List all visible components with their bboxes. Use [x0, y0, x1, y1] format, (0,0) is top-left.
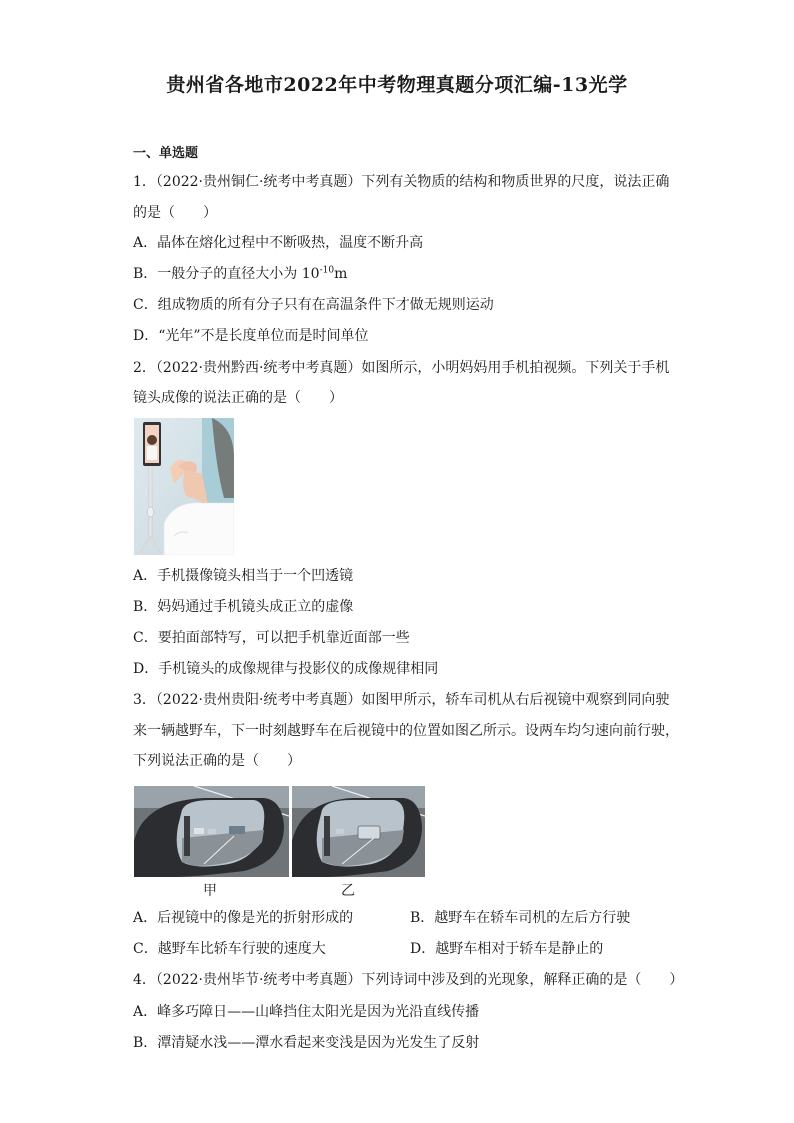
- q4-option-b: B．潭清疑水浅——潭水看起来变浅是因为光发生了反射: [133, 1035, 480, 1051]
- page-title: 贵州省各地市2022年中考物理真题分项汇编-13光学: [166, 74, 628, 96]
- caption-jia: 甲: [203, 883, 217, 899]
- q1-option-d: D．“光年”不是长度单位而是时间单位: [133, 328, 369, 344]
- q3-stem-line2: 来一辆越野车，下一时刻越野车在后视镜中的位置如图乙所示。设两车均匀速向前行驶，: [133, 723, 679, 739]
- phone-video-photo: [134, 418, 234, 555]
- q3-stem-line1: 3．（2022·贵州贵阳·统考中考真题）如图甲所示，轿车司机从右后视镜中观察到同向驶: [133, 692, 670, 708]
- mirror-photo-yi: [292, 786, 425, 877]
- q3-option-c: C．越野车比轿车行驶的速度大: [133, 941, 326, 957]
- q3-stem-line3: 下列说法正确的是（ ）: [133, 753, 301, 769]
- q2-option-d: D．手机镜头的成像规律与投影仪的成像规律相同: [133, 661, 439, 677]
- q2-stem-line2: 镜头成像的说法正确的是（ ）: [133, 390, 343, 406]
- q1-option-b: [133, 264, 347, 284]
- q1-option-b-unit: m: [334, 266, 348, 282]
- q3-option-a: A．后视镜中的像是光的折射形成的: [133, 910, 354, 926]
- q1-option-b-text: B．一般分子的直径大小为 10: [133, 266, 320, 282]
- q4-option-a: A．峰多巧障日——山峰挡住太阳光是因为光沿直线传播: [133, 1004, 480, 1020]
- caption-yi: 乙: [341, 883, 355, 899]
- q1-option-c: C．组成物质的所有分子只有在高温条件下才做无规则运动: [133, 297, 494, 313]
- q3-option-b: B．越野车在轿车司机的左后方行驶: [410, 910, 631, 926]
- q2-stem-line1: 2．（2022·贵州黔西·统考中考真题）如图所示，小明妈妈用手机拍视频。下列关于手机: [133, 360, 670, 376]
- q2-option-b: B．妈妈通过手机镜头成正立的虚像: [133, 599, 354, 615]
- q1-option-b-exponent: -10: [319, 265, 335, 276]
- q1-stem-line1: 1．（2022·贵州铜仁·统考中考真题）下列有关物质的结构和物质世界的尺度，说法正确: [133, 174, 670, 190]
- q2-option-a: A．手机摄像镜头相当于一个凹透镜: [133, 568, 354, 584]
- q4-stem-line1: 4．（2022·贵州毕节·统考中考真题）下列诗词中涉及到的光现象，解释正确的是（ ）: [133, 972, 684, 988]
- q2-option-c: C．要拍面部特写，可以把手机靠近面部一些: [133, 630, 410, 646]
- q1-stem-line2: 的是（ ）: [133, 205, 217, 221]
- q3-option-d: D．越野车相对于轿车是静止的: [410, 941, 604, 957]
- q1-option-a: A．晶体在熔化过程中不断吸热，温度不断升高: [133, 235, 424, 251]
- mirror-photo-jia: [134, 786, 289, 877]
- section-heading: 一、单选题: [133, 146, 199, 161]
